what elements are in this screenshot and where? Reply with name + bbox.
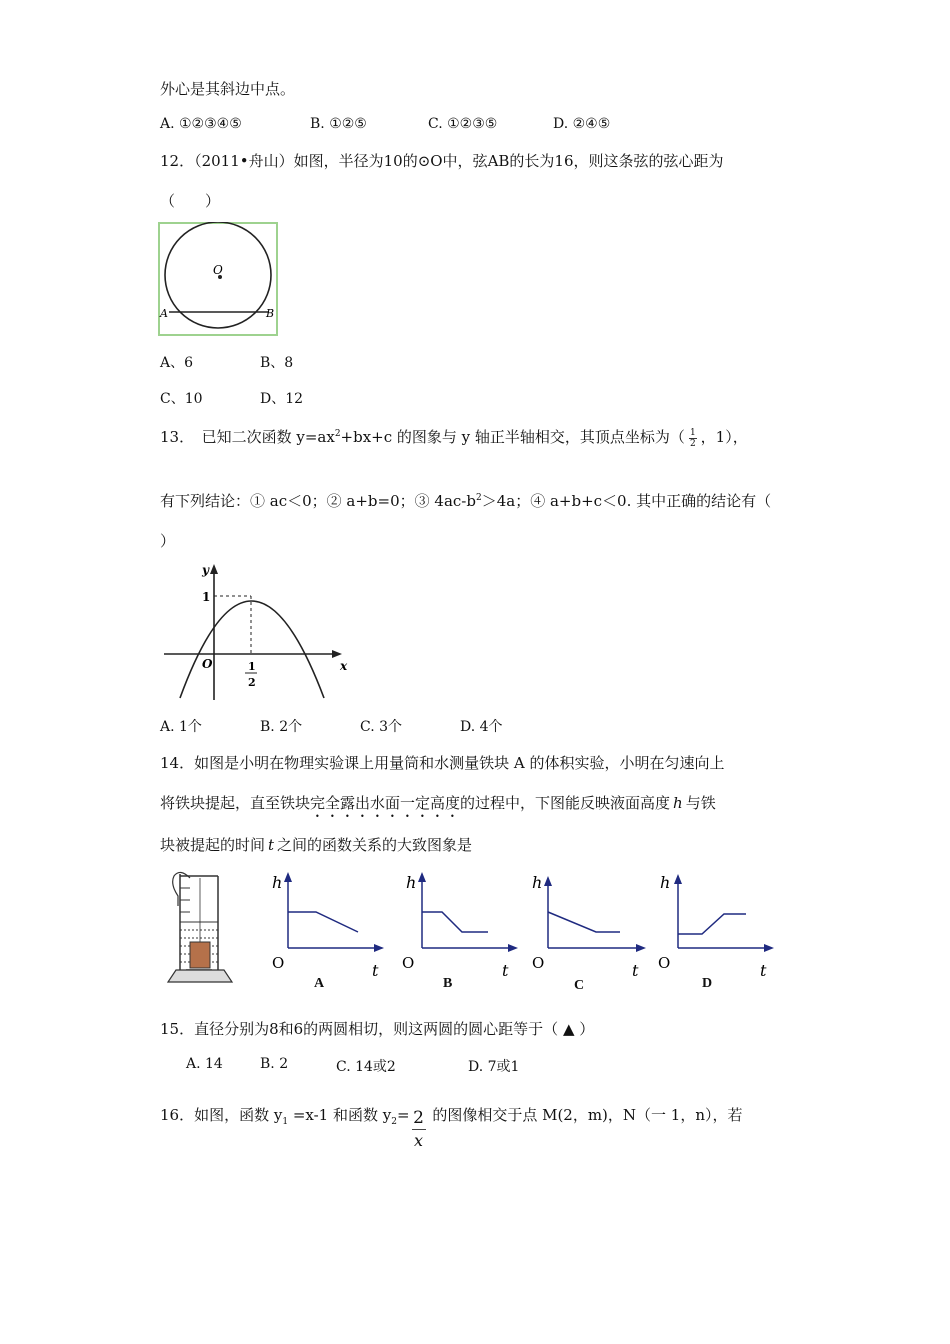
q13-sup: 2	[334, 429, 341, 439]
q13-text-b: +bx+c 的图象与 y 轴正半轴相交，其顶点坐标为（	[340, 428, 685, 446]
q14-graph-a-svg	[262, 868, 386, 992]
q16-frac-num: 2	[413, 1108, 424, 1128]
q14-t-var: t	[268, 836, 275, 854]
q13-parabola-svg	[160, 560, 350, 702]
q11-option-b: B. ①②⑤	[310, 116, 367, 132]
q14-text-c: 与铁	[685, 794, 716, 812]
q13-frac-den: 2	[689, 438, 696, 449]
q13-option-b: B. 2个	[260, 719, 303, 735]
q14-graph-c-svg	[526, 868, 650, 992]
q12-circle-svg	[158, 222, 280, 338]
q16-frac-den: x	[414, 1131, 424, 1150]
q12-option-a: A、6	[160, 355, 194, 371]
q14-graph-c-o: O	[532, 954, 545, 972]
q13-text-e: ＞4a；④ a+b+c＜0. 其中正确的结论有（	[481, 492, 772, 510]
q11-option-d: D. ②④⑤	[553, 116, 611, 132]
q14-graph-c-t: t	[632, 961, 639, 980]
q13-half-den: 2	[248, 676, 256, 689]
q14-question-line2	[160, 792, 716, 821]
q14-graph-a-t: t	[372, 961, 379, 980]
q14-graph-a-h: h	[272, 873, 283, 892]
q14-graph-d-label: D	[702, 976, 713, 991]
q13-option-a: A. 1个	[160, 719, 202, 735]
q16-sub2: 2	[391, 1117, 397, 1127]
q12-circle-figure	[158, 222, 280, 338]
q13-question-line1	[160, 426, 748, 449]
q14-graph-b-t: t	[502, 961, 509, 980]
q14-cylinder-svg	[166, 866, 242, 986]
q14-graph-b-h: h	[406, 873, 417, 892]
q12-option-b: B、8	[260, 355, 294, 371]
q14-graph-d-o: O	[658, 954, 671, 972]
q15-option-d: D. 7或1	[468, 1059, 520, 1075]
q16-text-b: =x-1 和函数 y	[288, 1106, 392, 1124]
q13-option-d: D. 4个	[460, 719, 503, 735]
q14-text-b: 的过程中，下图能反映液面高度	[460, 794, 671, 812]
q12-question-line2: （ ）	[160, 192, 221, 210]
q14-dotted-text: 完全露出水面一定高度	[310, 794, 461, 812]
q16-sub1: 1	[282, 1117, 289, 1127]
q14-graph-a	[262, 868, 386, 992]
q14-h-var: h	[673, 794, 683, 812]
q12-option-d: D、12	[260, 391, 304, 407]
q13-y1-label: 1	[202, 590, 211, 604]
q14-question-line3	[160, 834, 472, 855]
q15-option-b: B. 2	[260, 1056, 289, 1072]
q13-parabola-figure	[160, 560, 350, 702]
q14-graph-b	[396, 868, 520, 992]
q14-graph-a-label: A	[314, 976, 325, 991]
q13-text-a: 13． 已知二次函数 y=ax	[160, 428, 335, 446]
q13-x-axis-label: x	[340, 659, 348, 673]
q14-cylinder-figure	[166, 866, 242, 986]
q15-option-c: C. 14或2	[336, 1059, 396, 1075]
q12-question-line1: 12．（2011•舟山）如图，半径为10的⊙O中，弦AB的长为16，则这条弦的弦心距为	[160, 152, 724, 170]
q13-frac-num: 1	[689, 427, 696, 438]
q13-question-line3: ）	[160, 532, 176, 550]
q11-option-c: C. ①②③⑤	[428, 116, 498, 132]
q13-vertex-fraction	[689, 428, 697, 449]
q16-eq: =	[396, 1106, 410, 1124]
q13-half-num: 1	[248, 660, 256, 673]
q14-graph-b-svg	[396, 868, 520, 992]
q12-option-c: C、10	[160, 391, 203, 407]
q13-y-axis-label: y	[202, 563, 209, 577]
q15-option-a: A. 14	[186, 1056, 223, 1072]
q14-question-line1: 14．如图是小明在物理实验课上用量筒和水测量铁块 A 的体积实验，小明在匀速向上	[160, 754, 725, 772]
q14-graph-d-t: t	[760, 961, 767, 980]
q12-center-label: O	[213, 263, 223, 277]
q11-option-a: A. ①②③④⑤	[160, 116, 242, 132]
q14-graph-c-label: C	[574, 978, 585, 993]
q12-point-b-label: B	[266, 307, 275, 320]
q14-graph-c-h: h	[532, 873, 543, 892]
q16-text-a: 16．如图，函数 y	[160, 1106, 283, 1124]
q13-sup2: 2	[475, 493, 482, 503]
q16-fraction	[412, 1107, 426, 1152]
q14-graph-a-o: O	[272, 954, 285, 972]
q14-text-d: 块被提起的时间	[160, 836, 266, 854]
q11-tail-text: 外心是其斜边中点。	[160, 80, 296, 98]
q15-question-line: 15．直径分别为8和6的两圆相切，则这两圆的圆心距等于（ ▲ ）	[160, 1020, 595, 1038]
q12-point-a-label: A	[160, 307, 168, 320]
q14-text-e: 之间的函数关系的大致图象是	[277, 836, 473, 854]
q14-graph-b-o: O	[402, 954, 415, 972]
q14-text-a: 将铁块提起，直至铁块	[160, 794, 311, 812]
q13-text-c: ，1），	[700, 428, 748, 446]
q16-text-c: 的图像相交于点 M(2，m)，N（一 1，n），若	[427, 1106, 743, 1124]
q14-graph-d-h: h	[660, 873, 671, 892]
q13-text-d: 有下列结论：① ac＜0；② a+b=0；③ 4ac-b	[160, 492, 476, 510]
q13-origin-label: O	[202, 657, 213, 671]
q13-question-line2	[160, 490, 771, 511]
q14-graph-b-label: B	[443, 976, 453, 991]
q16-question-line	[160, 1104, 743, 1152]
q13-option-c: C. 3个	[360, 719, 403, 735]
q14-graph-d-svg	[654, 868, 778, 992]
q14-graph-d	[654, 868, 778, 992]
q14-graph-c	[526, 868, 650, 992]
